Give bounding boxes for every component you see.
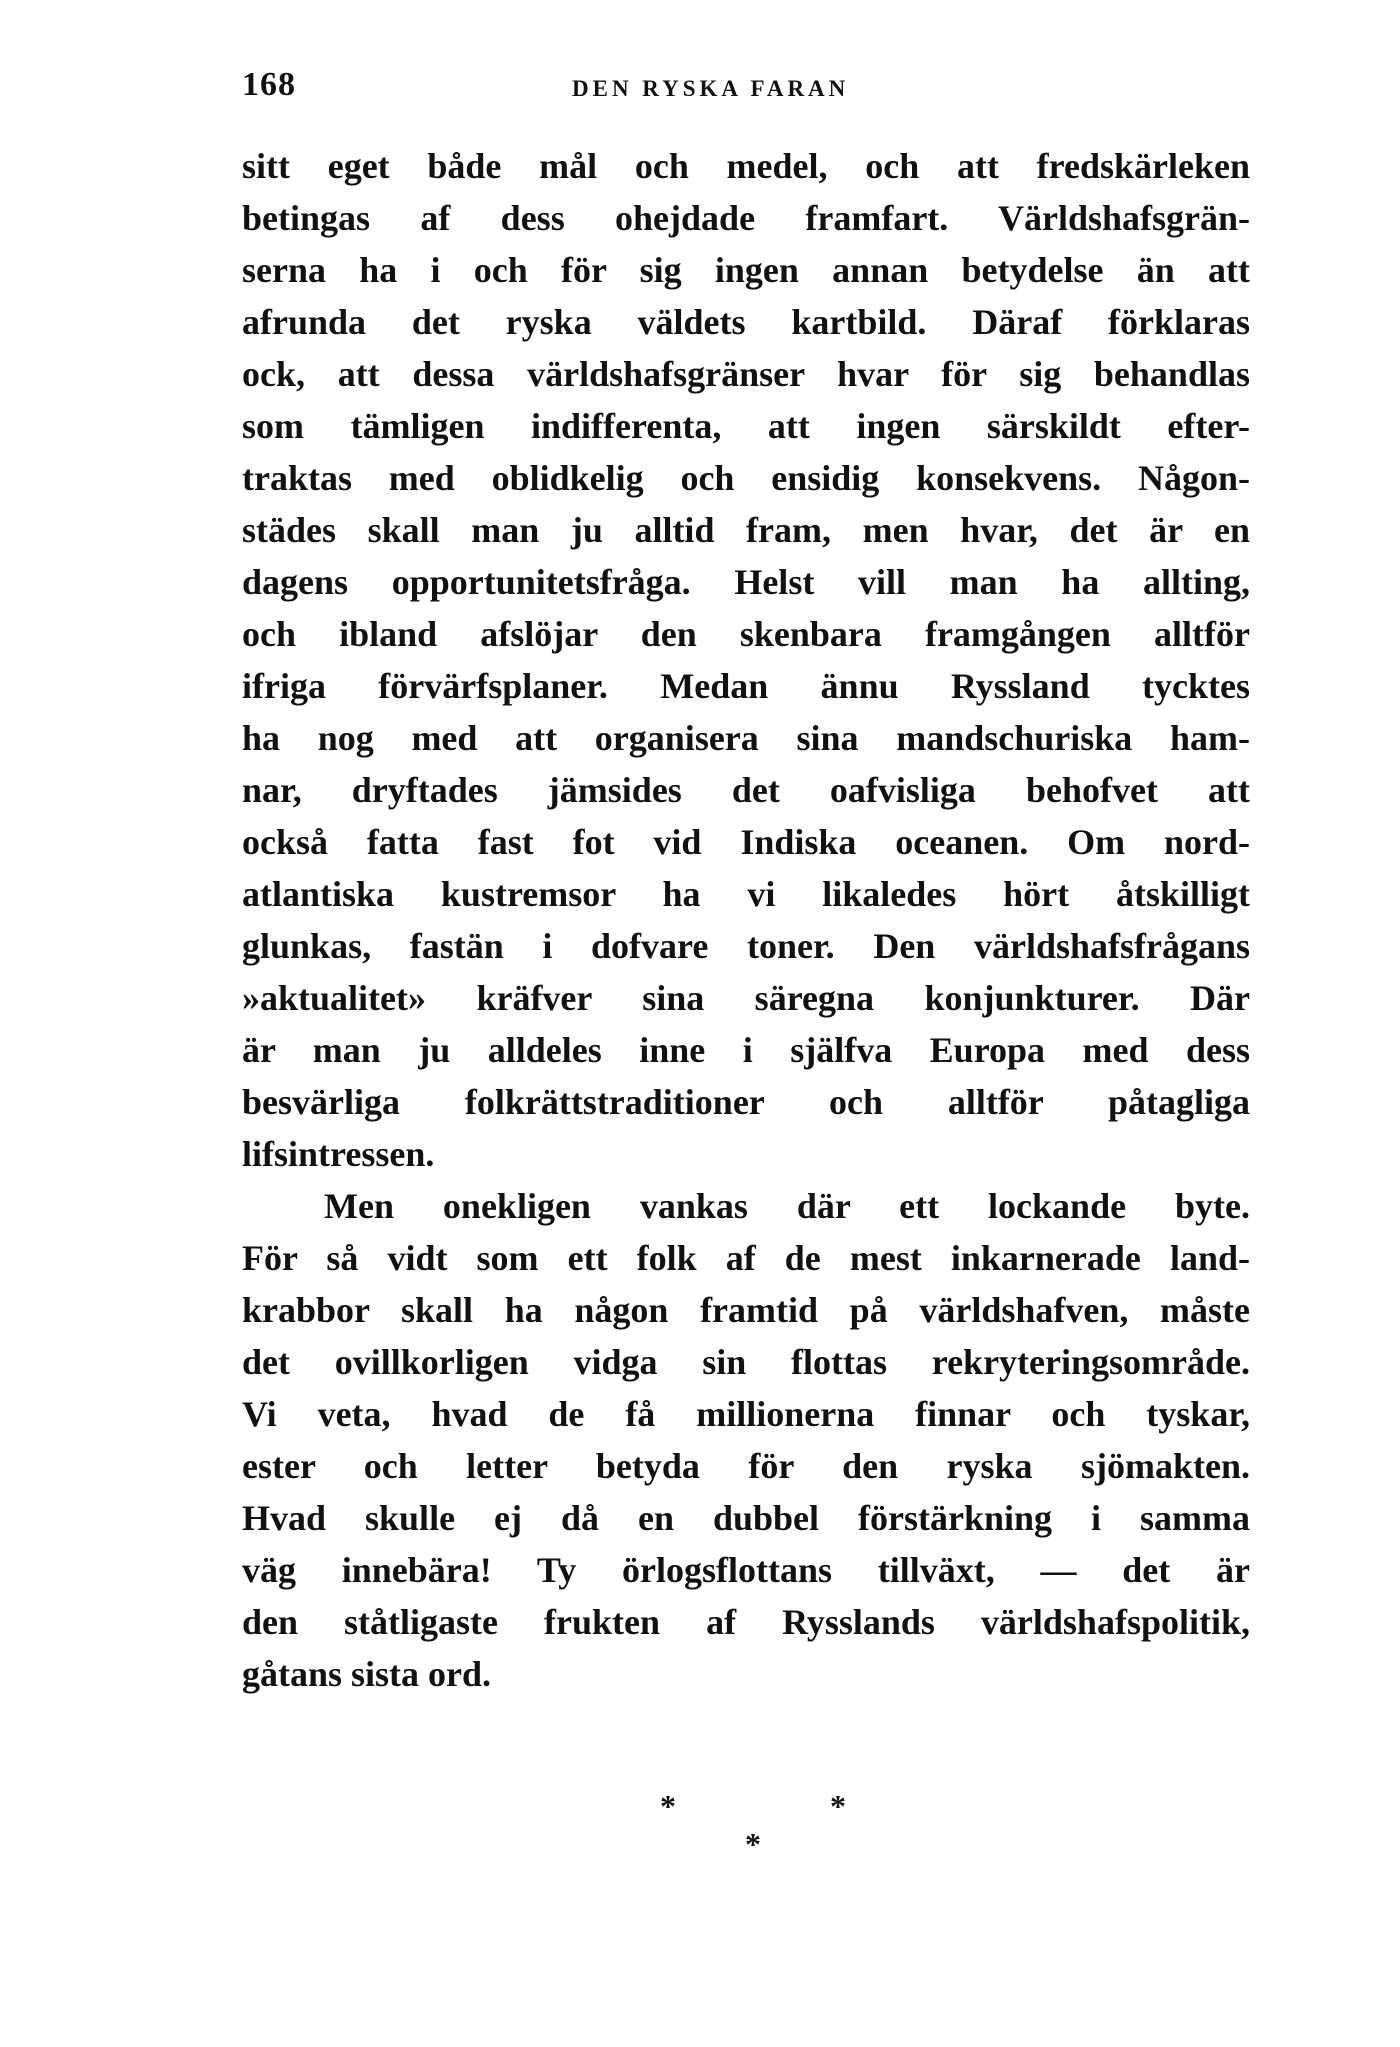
paragraph-1	[242, 140, 1250, 1180]
text-line: Vi veta, hvad de få millionerna finnar och tyskar,	[242, 1394, 1250, 1434]
text-line: och ibland afslöjar den skenbara framgången alltför	[242, 614, 1250, 654]
text-line: serna ha i och för sig ingen annan betydelse än att	[242, 250, 1250, 290]
asterisk: *	[745, 1826, 761, 1862]
text-line: traktas med oblidkelig och ensidig konsekvens. Någon-	[242, 458, 1250, 498]
text-line: afrunda det ryska väldets kartbild. Däraf förklaras	[242, 302, 1250, 342]
text-line: atlantiska kustremsor ha vi likaledes hört åtskilligt	[242, 874, 1250, 914]
text-line: För så vidt som ett folk af de mest inkarnerade land-	[242, 1238, 1250, 1278]
text-line: också fatta fast fot vid Indiska oceanen. Om nord-	[242, 822, 1250, 862]
text-line: väg innebära! Ty örlogsflottans tillväxt, — det är	[242, 1550, 1250, 1590]
text-line: glunkas, fastän i dofvare toner. Den världshafsfrågans	[242, 926, 1250, 966]
text-line: sitt eget både mål och medel, och att fredskärleken	[242, 146, 1250, 186]
text-line: ester och letter betyda för den ryska sjömakten.	[242, 1446, 1250, 1486]
text-line: ifriga förvärfsplaner. Medan ännu Ryssland tycktes	[242, 666, 1250, 706]
page-number: 168	[242, 66, 296, 103]
text-line: dagens opportunitetsfråga. Helst vill man ha allting,	[242, 562, 1250, 602]
text-line: det ovillkorligen vidga sin flottas rekryteringsområde.	[242, 1342, 1250, 1382]
text-line: »aktualitet» kräfver sina säregna konjunkturer. Där	[242, 978, 1250, 1018]
text-line: lifsintressen.	[242, 1134, 435, 1174]
running-head	[242, 66, 1252, 116]
text-line: besvärliga folkrättstraditioner och alltför påtagliga	[242, 1082, 1250, 1122]
text-line: betingas af dess ohejdade framfart. Världshafsgrän-	[242, 198, 1250, 238]
running-title: DEN RYSKA FARAN	[572, 76, 850, 101]
text-line: krabbor skall ha någon framtid på världshafven, måste	[242, 1290, 1250, 1330]
text-line: Hvad skulle ej då en dubbel förstärkning i samma	[242, 1498, 1250, 1538]
asterisk: *	[660, 1788, 676, 1824]
section-asterism	[640, 1790, 880, 1880]
text-line: nar, dryftades jämsides det oafvisliga behofvet att	[242, 770, 1250, 810]
text-line: gåtans sista ord.	[242, 1654, 492, 1694]
text-line: ock, att dessa världshafsgränser hvar för sig behandlas	[242, 354, 1250, 394]
body-text	[242, 140, 1250, 1700]
paragraph-2	[242, 1180, 1250, 1700]
text-line: den ståtligaste frukten af Rysslands världshafspolitik,	[242, 1602, 1250, 1642]
text-line: städes skall man ju alltid fram, men hvar, det är en	[242, 510, 1250, 550]
text-line: Men onekligen vankas där ett lockande byte.	[324, 1186, 1250, 1226]
asterisk: *	[830, 1788, 846, 1824]
text-line: ha nog med att organisera sina mandschuriska ham-	[242, 718, 1250, 758]
text-line: som tämligen indifferenta, att ingen särskildt efter-	[242, 406, 1250, 446]
text-line: är man ju alldeles inne i själfva Europa med dess	[242, 1030, 1250, 1070]
